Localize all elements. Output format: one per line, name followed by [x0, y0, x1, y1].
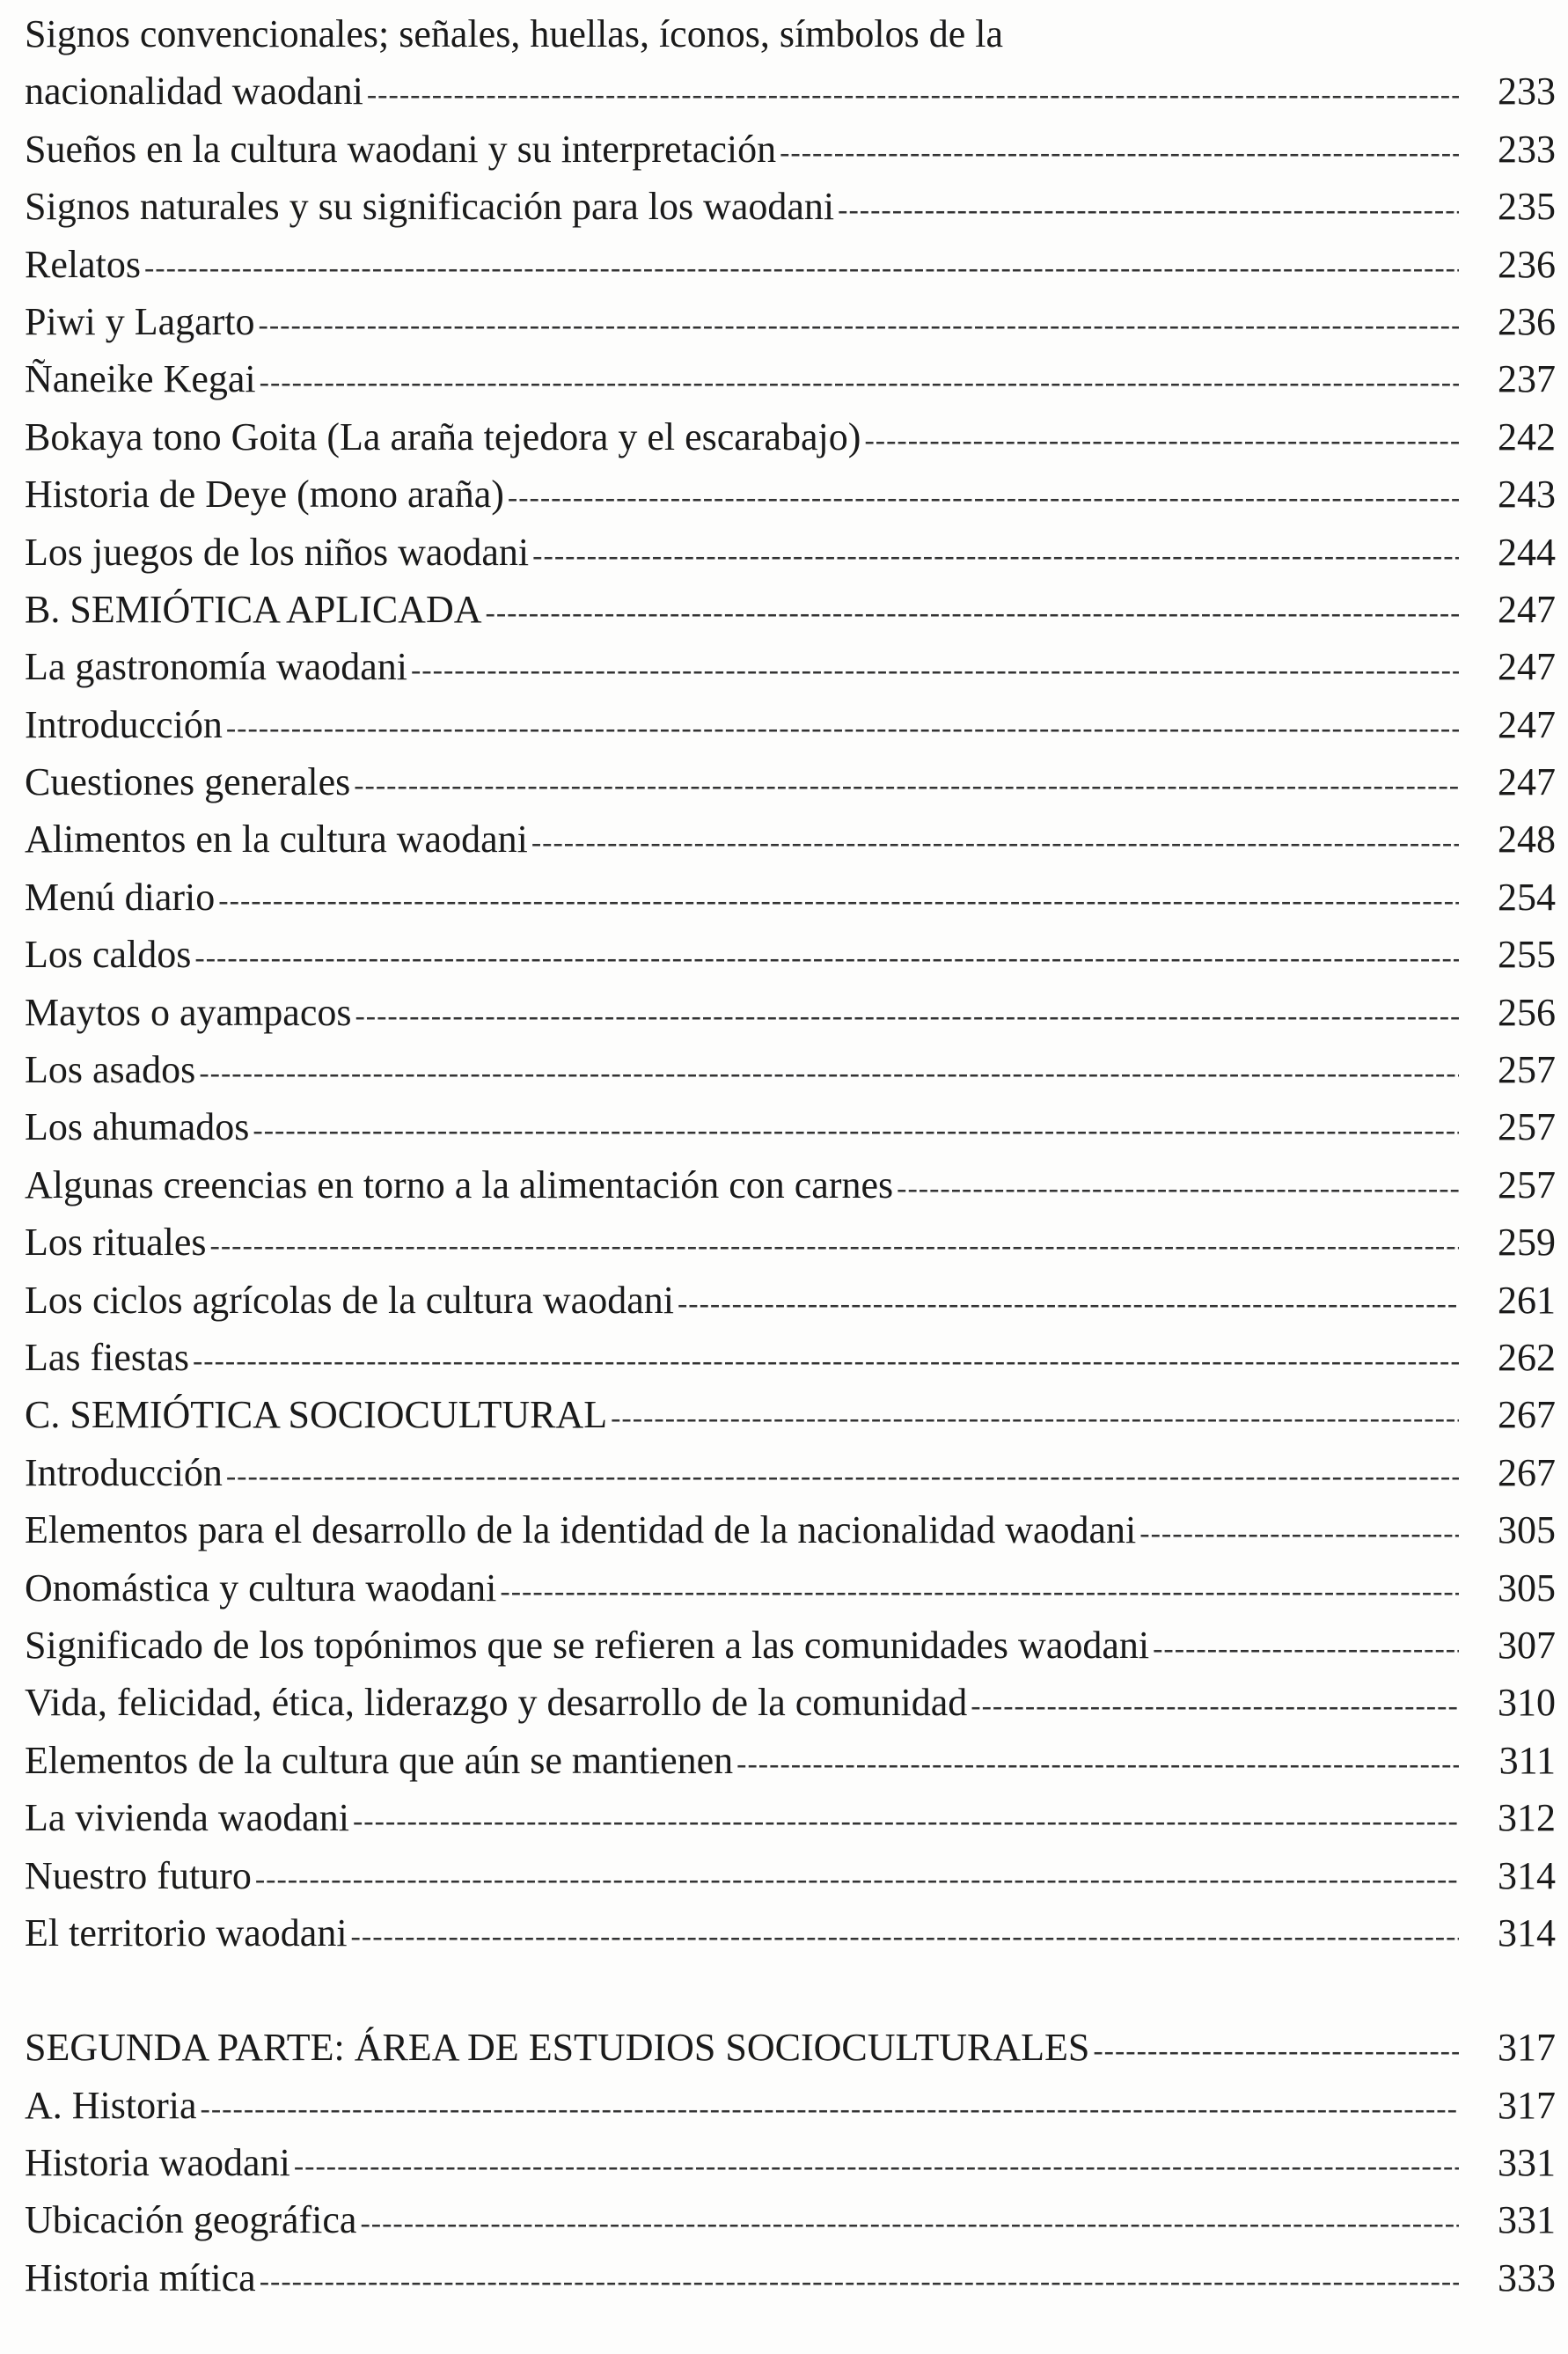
toc-entry-title: Elementos para el desarrollo de la identidad de la nacionalidad waodani: [25, 1508, 1137, 1552]
toc-entry-title: A. Historia: [25, 2083, 197, 2127]
dot-leader: [259, 297, 1459, 354]
toc-entry: [25, 1214, 1556, 1271]
dot-leader: [360, 2195, 1459, 2252]
toc-entry-title: Onomástica y cultura waodani: [25, 1566, 497, 1610]
toc-entry-title: nacionalidad waodani: [25, 70, 363, 114]
toc-entry-page: 237: [1498, 357, 1556, 401]
toc-entry-title: Introducción: [25, 702, 223, 746]
dot-leader: [260, 2253, 1459, 2310]
dot-leader: [1153, 1620, 1459, 1677]
toc-entry-title: Alimentos en la cultura waodani: [25, 818, 528, 862]
toc-entry-page: 247: [1498, 702, 1556, 746]
toc-entry: [25, 1098, 1556, 1155]
toc-entry: [25, 293, 1556, 350]
toc-entry-page: 262: [1498, 1335, 1556, 1379]
toc-entry-title: Ñaneike Kegai: [25, 357, 256, 401]
dot-leader: [532, 527, 1459, 584]
section-gap: [25, 1962, 1556, 2019]
toc-entry: [25, 1789, 1556, 1846]
toc-entry-title: Relatos: [25, 242, 141, 286]
toc-entry: [25, 121, 1556, 178]
toc-entry-title: La vivienda waodani: [25, 1796, 349, 1840]
toc-entry: [25, 62, 1556, 120]
toc-entry-title: Las fiestas: [25, 1335, 189, 1379]
toc-entry-title: Vida, felicidad, ética, liderazgo y desarrollo de la comunidad: [25, 1681, 968, 1725]
toc-entry: [25, 810, 1556, 868]
toc-entry-title: El territorio waodani: [25, 1910, 348, 1954]
toc-entry-page: 236: [1498, 242, 1556, 286]
dot-leader: [411, 642, 1459, 699]
toc-entry: [25, 1904, 1556, 1962]
toc-entry-page: 331: [1498, 2141, 1556, 2185]
toc-entry: [25, 2249, 1556, 2306]
toc-entry: [25, 1272, 1556, 1329]
dot-leader: [897, 1160, 1459, 1217]
toc-entry: [25, 1732, 1556, 1789]
toc-entry-title: Los asados: [25, 1048, 196, 1092]
toc-entry-title: Los rituales: [25, 1221, 207, 1265]
dot-leader: [780, 124, 1459, 181]
dot-leader: [508, 469, 1459, 526]
toc-entry: [25, 1617, 1556, 1674]
toc-entry-title: Sueños en la cultura waodani y su interpretación: [25, 127, 777, 171]
toc-entry-page: 233: [1498, 127, 1556, 171]
toc-entry-page: 256: [1498, 990, 1556, 1034]
toc-entry-page: 305: [1498, 1508, 1556, 1552]
toc-entry-page: 257: [1498, 1048, 1556, 1092]
dot-leader: [678, 1275, 1459, 1332]
dot-leader: [354, 757, 1459, 814]
toc-entry: [25, 753, 1556, 810]
toc-entry-page: 233: [1498, 70, 1556, 114]
toc-entry: [25, 1847, 1556, 1904]
toc-entry-page: 310: [1498, 1681, 1556, 1725]
toc-entry-title: Piwi y Lagarto: [25, 299, 255, 343]
toc-entry-page: 247: [1498, 645, 1556, 689]
toc-entry-page: 307: [1498, 1623, 1556, 1667]
toc-entry-title: Algunas creencias en torno a la alimentación con carnes: [25, 1162, 894, 1206]
toc-entry: [25, 1041, 1556, 1098]
toc-entry: [25, 350, 1556, 407]
dot-leader: [294, 2138, 1459, 2195]
dot-leader: [531, 814, 1459, 871]
dot-leader: [736, 1735, 1459, 1793]
toc-entry-page: 331: [1498, 2198, 1556, 2242]
toc-entry-title: La gastronomía waodani: [25, 645, 407, 689]
toc-entry-page: 311: [1498, 1738, 1556, 1782]
toc-entry-page: 257: [1498, 1162, 1556, 1206]
toc-entry-title: C. SEMIÓTICA SOCIOCULTURAL: [25, 1393, 608, 1437]
dot-leader: [253, 1102, 1459, 1159]
toc-entry: [25, 1329, 1556, 1386]
toc-group-second: [25, 2019, 1556, 2306]
toc-entry-title: SEGUNDA PARTE: ÁREA DE ESTUDIOS SOCIOCULTURALES: [25, 2026, 1090, 2070]
table-of-contents: [25, 5, 1556, 2306]
dot-leader: [971, 1677, 1459, 1734]
dot-leader: [355, 987, 1459, 1045]
toc-entry-page: 242: [1498, 414, 1556, 458]
toc-entry-page: 236: [1498, 299, 1556, 343]
toc-entry: [25, 408, 1556, 466]
dot-leader: [1093, 2022, 1459, 2079]
toc-continuation-line: [25, 5, 1556, 62]
toc-entry-title: Significado de los topónimos que se refieren a las comunidades waodani: [25, 1623, 1150, 1667]
toc-entry-title: Los juegos de los niños waodani: [25, 530, 530, 574]
toc-entry: [25, 2077, 1556, 2134]
toc-entry: [25, 2134, 1556, 2191]
toc-entry: [25, 1501, 1556, 1558]
toc-entry-page: 317: [1498, 2026, 1556, 2070]
dot-leader: [218, 872, 1459, 929]
toc-entry-title: Ubicación geográfica: [25, 2198, 357, 2242]
toc-entry: [25, 1386, 1556, 1443]
dot-leader: [864, 412, 1459, 469]
toc-group-first: [25, 62, 1556, 1962]
toc-entry: [25, 638, 1556, 695]
dot-leader: [351, 1908, 1459, 1965]
dot-leader: [144, 239, 1459, 297]
toc-entry: [25, 581, 1556, 638]
toc-entry-title: Los caldos: [25, 933, 192, 977]
toc-entry-title: Historia de Deye (mono araña): [25, 473, 504, 517]
toc-entry-page: 314: [1498, 1853, 1556, 1897]
toc-entry-title: Signos convencionales; señales, huellas, íconos, símbolos de la: [25, 12, 1004, 55]
toc-entry: [25, 236, 1556, 293]
toc-entry: [25, 1444, 1556, 1501]
toc-entry: [25, 1559, 1556, 1617]
toc-entry: [25, 696, 1556, 753]
toc-entry-page: 235: [1498, 185, 1556, 229]
toc-entry-page: 247: [1498, 760, 1556, 804]
toc-entry-page: 247: [1498, 587, 1556, 631]
toc-entry-page: 314: [1498, 1910, 1556, 1954]
toc-entry-page: 254: [1498, 875, 1556, 919]
dot-leader: [1139, 1505, 1459, 1562]
toc-entry: [25, 524, 1556, 581]
toc-entry-title: Cuestiones generales: [25, 760, 351, 804]
toc-entry-title: Los ahumados: [25, 1105, 250, 1149]
toc-entry-title: Menú diario: [25, 875, 216, 919]
dot-leader: [201, 2080, 1459, 2138]
toc-entry: [25, 178, 1556, 235]
toc-entry-page: 267: [1498, 1450, 1556, 1494]
dot-leader: [255, 1851, 1459, 1908]
dot-leader: [210, 1217, 1459, 1274]
toc-entry: [25, 869, 1556, 926]
toc-entry: [25, 926, 1556, 983]
toc-entry-page: 317: [1498, 2083, 1556, 2127]
toc-entry-title: Introducción: [25, 1450, 223, 1494]
toc-entry-page: 305: [1498, 1566, 1556, 1610]
dot-leader: [199, 1045, 1459, 1102]
toc-entry: [25, 2191, 1556, 2248]
toc-entry: [25, 1156, 1556, 1214]
dot-leader: [353, 1793, 1459, 1850]
toc-entry: [25, 466, 1556, 523]
dot-leader: [611, 1390, 1459, 1447]
toc-entry-title: Bokaya tono Goita (La araña tejedora y el escarabajo): [25, 414, 861, 458]
toc-entry-page: 261: [1498, 1278, 1556, 1322]
toc-entry-page: 259: [1498, 1221, 1556, 1265]
dot-leader: [486, 584, 1460, 642]
dot-leader: [260, 354, 1459, 411]
toc-entry-page: 312: [1498, 1796, 1556, 1840]
toc-entry-page: 257: [1498, 1105, 1556, 1149]
toc-entry-title: Historia mítica: [25, 2255, 256, 2299]
toc-entry-title: Elementos de la cultura que aún se mantienen: [25, 1738, 734, 1782]
toc-entry-title: Historia waodani: [25, 2141, 290, 2185]
toc-entry-title: Nuestro futuro: [25, 1853, 252, 1897]
dot-leader: [367, 66, 1459, 123]
toc-entry: [25, 984, 1556, 1041]
toc-entry-page: 244: [1498, 530, 1556, 574]
toc-entry-page: 333: [1498, 2255, 1556, 2299]
dot-leader: [194, 929, 1459, 986]
toc-entry-title: Signos naturales y su significación para los waodani: [25, 185, 835, 229]
dot-leader: [226, 700, 1459, 757]
dot-leader: [193, 1332, 1459, 1390]
toc-entry: [25, 2019, 1556, 2076]
dot-leader: [500, 1563, 1459, 1620]
toc-entry-page: 255: [1498, 933, 1556, 977]
dot-leader: [226, 1448, 1459, 1505]
toc-entry-title: B. SEMIÓTICA APLICADA: [25, 587, 482, 631]
toc-entry-title: Los ciclos agrícolas de la cultura waodani: [25, 1278, 674, 1322]
toc-entry: [25, 1674, 1556, 1731]
toc-entry-page: 267: [1498, 1393, 1556, 1437]
dot-leader: [838, 181, 1459, 238]
toc-entry-title: Maytos o ayampacos: [25, 990, 352, 1034]
toc-entry-page: 243: [1498, 473, 1556, 517]
toc-entry-page: 248: [1498, 818, 1556, 862]
